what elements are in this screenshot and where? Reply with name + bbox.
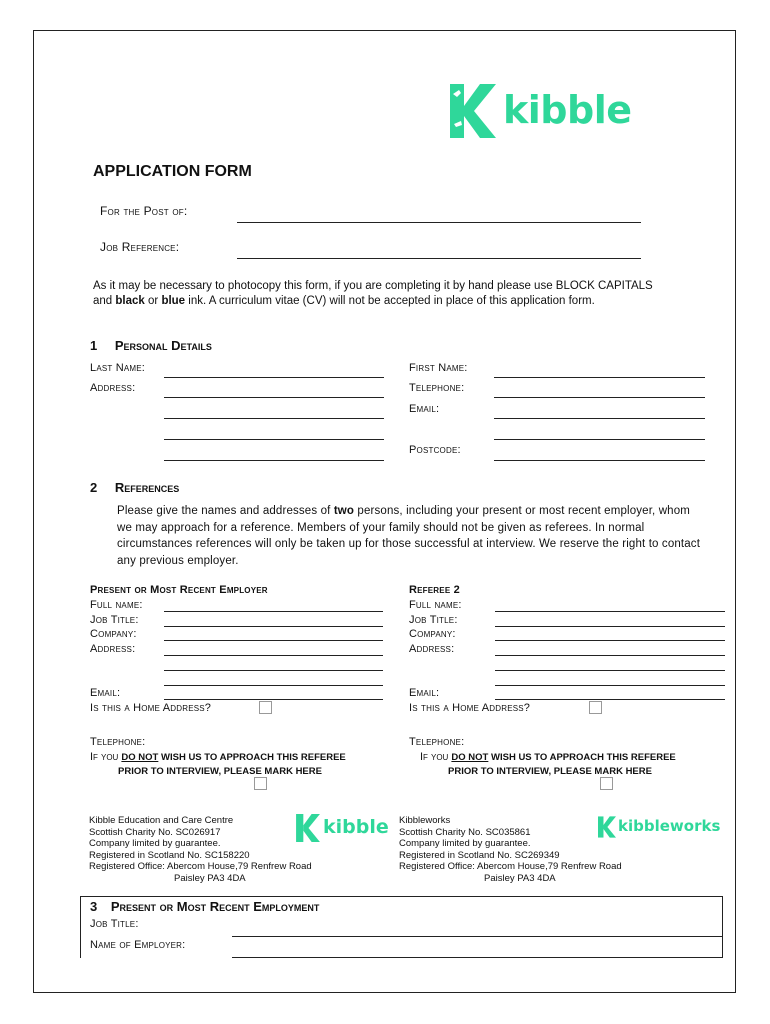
footer-right-line4: Registered in Scotland No. SC269349: [399, 849, 560, 861]
last-name-label: Last Name:: [90, 362, 146, 374]
references-paragraph: [117, 503, 702, 569]
footer-left-line4: Registered in Scotland No. SC158220: [89, 849, 250, 861]
ref1-approach-u: DO NOT: [121, 752, 159, 763]
ref2-address-label: Address:: [409, 643, 455, 655]
first-name-field[interactable]: [494, 377, 705, 378]
ref1-fullname-field[interactable]: [164, 611, 383, 612]
ref1-company-field[interactable]: [164, 640, 383, 641]
ref1-email-field[interactable]: [164, 699, 383, 700]
ref1-address-field-2[interactable]: [164, 670, 383, 671]
post-field[interactable]: [237, 222, 641, 223]
kibble-k-icon: [450, 84, 496, 138]
ref2-home-address-checkbox[interactable]: [589, 701, 602, 714]
ref2-approach-u: DO NOT: [451, 752, 489, 763]
ref1-approach-a: If you: [90, 751, 122, 763]
ref2-address-field-2[interactable]: [495, 670, 725, 671]
ref2-telephone-label: Telephone:: [409, 736, 465, 748]
section1-title: Personal Details: [114, 338, 212, 353]
referee1-heading: Present or Most Recent Employer: [90, 584, 268, 596]
section3-number: 3: [90, 899, 98, 914]
intro-paragraph: [93, 279, 668, 308]
section3-heading: [90, 899, 319, 914]
telephone-field[interactable]: [494, 397, 705, 398]
footer-right-line3: Company limited by guarantee.: [399, 838, 531, 849]
footer-kibble-logo: [296, 814, 388, 842]
footer-kibbleworks-text: kibbleworks: [618, 817, 721, 835]
postcode-label: Postcode:: [409, 444, 461, 456]
footer-left-line3: Company limited by guarantee.: [89, 838, 221, 849]
s3-jobtitle-field[interactable]: [232, 936, 722, 937]
s3-employer-label: Name of Employer:: [90, 939, 186, 951]
ref2-fullname-field[interactable]: [495, 611, 725, 612]
ref2-email-field[interactable]: [495, 699, 725, 700]
ref2-approach-c: PRIOR TO INTERVIEW, PLEASE MARK HERE: [448, 766, 652, 777]
page-title: APPLICATION FORM: [93, 163, 252, 180]
address-field-4[interactable]: [164, 460, 384, 461]
footer-left-line2: Scottish Charity No. SC026917: [89, 826, 221, 838]
s3-employer-field[interactable]: [232, 957, 722, 958]
ref1-address-field-3[interactable]: [164, 685, 383, 686]
ref2-fullname-label: Full name:: [409, 599, 462, 611]
ref2-approach-notice: [420, 750, 720, 779]
ref1-jobtitle-field[interactable]: [164, 626, 383, 627]
section2-heading: [90, 480, 179, 495]
footer-right-line6: Paisley PA3 4DA: [484, 872, 556, 884]
telephone-label: Telephone:: [409, 382, 465, 394]
ref1-approach-notice: [90, 750, 390, 779]
intro-part2: ink. A curriculum vitae (CV) will not be accepted in place of this application form.: [185, 294, 595, 307]
ref1-company-label: Company:: [90, 628, 137, 640]
postcode-field[interactable]: [494, 460, 705, 461]
ref2-approach-a: If you: [420, 751, 452, 763]
intro-or: or: [144, 294, 162, 307]
intro-part1: As it may be necessary to photocopy this form, if you are completing it by hand please use BLOCK CAPITALS and: [93, 280, 653, 307]
ref1-home-address-checkbox[interactable]: [259, 701, 272, 714]
ref1-telephone-label: Telephone:: [90, 736, 146, 748]
section1-heading: [90, 338, 212, 353]
ref-text-b: persons, including your present or most recent employer, whom we may approach for a reference. Members of your family should not be given as referees. In normal circumstances references will only be taken up for those successful at interview. We reserve the right to contact any previous employer.: [117, 505, 701, 567]
email-field[interactable]: [494, 418, 705, 419]
ref2-home-address-label: Is this a Home Address?: [409, 702, 531, 714]
ref1-address-field-1[interactable]: [164, 655, 383, 656]
ref1-address-label: Address:: [90, 643, 136, 655]
address-field-3[interactable]: [164, 439, 384, 440]
footer-right-line1: Kibbleworks: [399, 815, 451, 826]
referee2-heading: Referee 2: [409, 584, 460, 596]
ref2-email-label: Email:: [409, 687, 440, 699]
ref2-address-field-3[interactable]: [495, 685, 725, 686]
ref2-jobtitle-field[interactable]: [495, 626, 725, 627]
ref-text-a: Please give the names and addresses of: [117, 505, 334, 517]
footer-kibbleworks-logo: [598, 816, 721, 840]
ref2-company-label: Company:: [409, 628, 456, 640]
ref2-company-field[interactable]: [495, 640, 725, 641]
kibble-logo: [450, 84, 630, 140]
ref1-do-not-approach-checkbox[interactable]: [254, 777, 267, 790]
intro-black: black: [115, 294, 145, 307]
ref-text-bold: two: [333, 505, 355, 517]
ref1-fullname-label: Full name:: [90, 599, 143, 611]
section2-number: 2: [90, 480, 98, 495]
footer-right-line2: Scottish Charity No. SC035861: [399, 826, 531, 838]
ref2-do-not-approach-checkbox[interactable]: [600, 777, 613, 790]
footer-kibble-text: kibble: [323, 816, 389, 838]
email-field-2[interactable]: [494, 439, 705, 440]
ref1-home-address-label: Is this a Home Address?: [90, 702, 212, 714]
intro-blue: blue: [161, 294, 186, 307]
ref2-approach-b: WISH US TO APPROACH THIS REFEREE: [488, 752, 676, 763]
ref2-address-field-1[interactable]: [495, 655, 725, 656]
ref1-email-label: Email:: [90, 687, 121, 699]
ref1-approach-b: WISH US TO APPROACH THIS REFEREE: [158, 752, 346, 763]
jobref-field[interactable]: [237, 258, 641, 259]
section1-number: 1: [90, 338, 98, 353]
post-label: For the Post of:: [100, 204, 188, 218]
section3-title: Present or Most Recent Employment: [110, 899, 320, 914]
ref1-approach-c: PRIOR TO INTERVIEW, PLEASE MARK HERE: [118, 766, 322, 777]
footer-left-line5: Registered Office: Abercom House,79 Renfrew Road: [89, 861, 312, 872]
ref2-jobtitle-label: Job Title:: [409, 614, 458, 626]
footer-left-line1: Kibble Education and Care Centre: [89, 815, 234, 826]
last-name-field[interactable]: [164, 377, 384, 378]
section2-title: References: [114, 480, 180, 495]
email-label: Email:: [409, 403, 440, 415]
kibble-logo-text: kibble: [503, 88, 632, 132]
footer-kibbleworks-k-icon: [598, 816, 616, 838]
ref1-jobtitle-label: Job Title:: [90, 614, 139, 626]
footer-right-line5: Registered Office: Abercom House,79 Renfrew Road: [399, 861, 622, 872]
first-name-label: First Name:: [409, 362, 468, 374]
jobref-label: Job Reference:: [100, 240, 180, 254]
address-field-1[interactable]: [164, 397, 384, 398]
footer-kibble-k-icon: [296, 814, 320, 842]
address-field-2[interactable]: [164, 418, 384, 419]
address-label: Address:: [90, 382, 136, 394]
s3-jobtitle-label: Job Title:: [90, 918, 139, 930]
footer-left-line6: Paisley PA3 4DA: [174, 872, 246, 884]
